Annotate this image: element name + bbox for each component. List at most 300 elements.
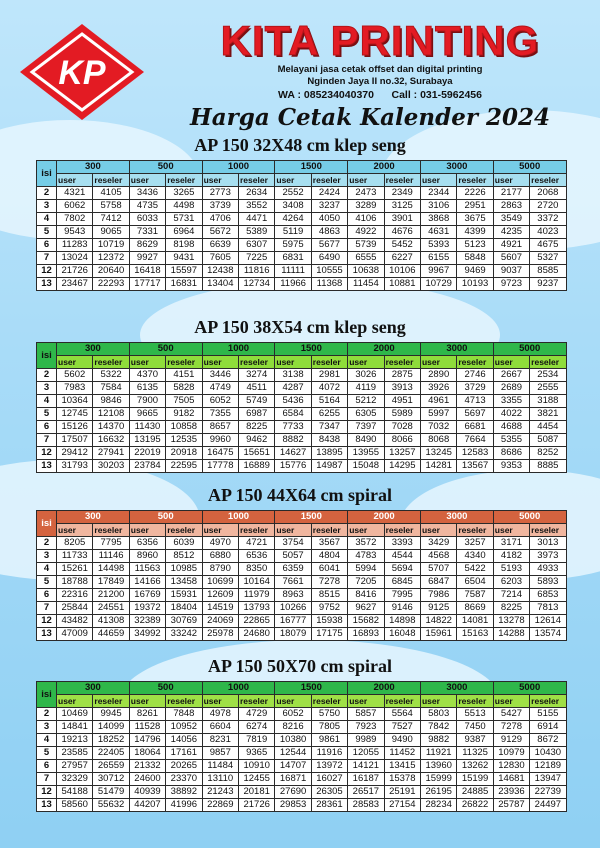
price-cell: 12438 [202,265,238,278]
price-cell: 11733 [57,550,93,563]
price-cell: 6964 [166,226,202,239]
reseler-header: reseler [457,174,493,187]
user-header: user [57,174,93,187]
brand-address: Nginden Jaya II no.32, Surabaya [307,76,453,87]
quantity-header: 1500 [275,161,348,174]
price-cell: 58560 [57,799,93,812]
price-cell: 6356 [129,537,165,550]
price-cell: 21332 [129,760,165,773]
reseler-header: reseler [93,356,129,369]
price-cell: 4631 [420,226,456,239]
price-cell: 7995 [384,589,420,602]
price-cell: 8350 [238,563,274,576]
price-cell: 29853 [275,799,311,812]
price-cell: 16187 [348,773,384,786]
quantity-header: 5000 [493,682,566,695]
user-header: user [202,695,238,708]
price-cell: 11283 [57,239,93,252]
header-row-type [37,695,567,708]
price-cell: 8216 [275,721,311,734]
table-row [37,747,567,760]
price-cell: 13262 [457,760,493,773]
price-cell: 7450 [457,721,493,734]
price-cell: 7923 [348,721,384,734]
price-cell: 10910 [238,760,274,773]
price-cell: 8672 [530,734,566,747]
price-cell: 6062 [57,200,93,213]
price-cell: 4511 [238,382,274,395]
price-cell: 18079 [275,628,311,641]
whatsapp-number: WA : 085234040370 [278,89,374,101]
price-cell: 10985 [166,563,202,576]
price-cell: 14166 [129,576,165,589]
user-header: user [420,174,456,187]
price-cell: 15651 [238,447,274,460]
price-cell: 7983 [57,382,93,395]
price-cell: 4370 [129,369,165,382]
price-cell: 25787 [493,799,529,812]
price-cell: 11921 [420,747,456,760]
price-cell: 12535 [166,434,202,447]
price-cell: 4321 [57,187,93,200]
price-cell: 4688 [493,421,529,434]
quantity-header: 2000 [348,682,421,695]
table-row [37,576,567,589]
reseler-header: reseler [93,174,129,187]
price-cell: 5164 [311,395,347,408]
price-cell: 7842 [420,721,456,734]
isi-header: isi [37,682,57,708]
price-cell: 4970 [202,537,238,550]
price-cell: 22865 [238,615,274,628]
price-cell: 19213 [57,734,93,747]
price-cell: 7900 [129,395,165,408]
price-cell: 5975 [275,239,311,252]
isi-cell: 4 [37,563,57,576]
price-cell: 15126 [57,421,93,434]
quantity-header: 3000 [420,161,493,174]
price-cell: 8963 [275,589,311,602]
price-cell: 11111 [275,265,311,278]
isi-cell: 6 [37,239,57,252]
table-row [37,434,567,447]
price-cell: 32329 [57,773,93,786]
price-cell: 13793 [238,602,274,615]
price-cell: 25844 [57,602,93,615]
table-row [37,550,567,563]
price-cell: 15999 [420,773,456,786]
price-cell: 5672 [202,226,238,239]
price-cell: 6227 [384,252,420,265]
price-cell: 7397 [348,421,384,434]
price-cell: 8198 [166,239,202,252]
isi-cell: 12 [37,447,57,460]
contact-line [170,89,590,101]
price-cell: 2890 [420,369,456,382]
price-cell: 3237 [311,200,347,213]
price-cell: 4922 [348,226,384,239]
isi-cell: 5 [37,747,57,760]
price-cell: 5677 [311,239,347,252]
price-cell: 6305 [348,408,384,421]
price-cell: 3913 [384,382,420,395]
price-cell: 14281 [420,460,456,473]
user-header: user [420,356,456,369]
price-cell: 4804 [311,550,347,563]
price-cell: 6536 [238,550,274,563]
price-cell: 3026 [348,369,384,382]
price-cell: 22293 [93,278,129,291]
price-cell: 11368 [311,278,347,291]
price-cell: 2424 [311,187,347,200]
price-cell: 3549 [493,213,529,226]
price-cell: 2951 [457,200,493,213]
price-cell: 4182 [493,550,529,563]
table-row [37,278,567,291]
price-cell: 41996 [166,799,202,812]
price-cell: 11146 [93,550,129,563]
price-cell: 18064 [129,747,165,760]
price-cell: 6359 [275,563,311,576]
price-cell: 14498 [93,563,129,576]
price-cell: 12055 [348,747,384,760]
price-cell: 5989 [384,408,420,421]
price-cell: 7205 [348,576,384,589]
table-row [37,213,567,226]
price-cell: 5436 [275,395,311,408]
price-cell: 4568 [420,550,456,563]
price-cell: 5212 [348,395,384,408]
price-cell: 5393 [420,239,456,252]
price-cell: 15682 [348,615,384,628]
price-cell: 5422 [457,563,493,576]
price-cell: 38892 [166,786,202,799]
price-cell: 9665 [129,408,165,421]
price-cell: 9967 [420,265,456,278]
price-cell: 4933 [530,563,566,576]
price-cell: 5694 [384,563,420,576]
price-cell: 3729 [457,382,493,395]
price-cell: 4106 [348,213,384,226]
user-header: user [493,174,529,187]
price-cell: 17175 [311,628,347,641]
price-cell: 2177 [493,187,529,200]
table-row [37,537,567,550]
table-row [37,239,567,252]
price-cell: 14841 [57,721,93,734]
price-cell: 8657 [202,421,238,434]
isi-cell: 5 [37,226,57,239]
isi-header: isi [37,343,57,369]
price-cell: 10858 [166,421,202,434]
price-table-2 [36,342,567,473]
quantity-header: 1000 [202,161,275,174]
price-cell: 26822 [457,799,493,812]
header-row-type [37,174,567,187]
price-cell: 10164 [238,576,274,589]
price-cell: 4783 [348,550,384,563]
price-cell: 3567 [311,537,347,550]
price-cell: 17778 [202,460,238,473]
reseler-header: reseler [166,524,202,537]
price-cell: 7032 [420,421,456,434]
price-cell: 5749 [238,395,274,408]
svg-text:KP: KP [58,54,106,92]
price-cell: 2720 [530,200,566,213]
price-cell: 4471 [238,213,274,226]
price-cell: 14987 [311,460,347,473]
price-cell: 13458 [166,576,202,589]
price-cell: 10106 [384,265,420,278]
price-cell: 10555 [311,265,347,278]
isi-cell: 5 [37,408,57,421]
price-cell: 3572 [348,537,384,550]
isi-cell: 2 [37,369,57,382]
price-cell: 9752 [311,602,347,615]
price-cell: 13278 [493,615,529,628]
reseler-header: reseler [311,174,347,187]
price-cell: 14099 [93,721,129,734]
price-cell: 3372 [530,213,566,226]
reseler-header: reseler [457,524,493,537]
price-cell: 11325 [457,747,493,760]
quantity-header: 1000 [202,511,275,524]
price-cell: 40939 [129,786,165,799]
price-cell: 9882 [420,734,456,747]
quantity-header: 1500 [275,343,348,356]
reseler-header: reseler [457,356,493,369]
price-table-3 [36,510,567,641]
price-cell: 3265 [166,187,202,200]
price-cell: 4050 [311,213,347,226]
price-cell: 9387 [457,734,493,747]
price-cell: 4105 [93,187,129,200]
price-cell: 2349 [384,187,420,200]
price-cell: 11916 [311,747,347,760]
price-cell: 16893 [348,628,384,641]
price-cell: 8066 [384,434,420,447]
price-cell: 10881 [384,278,420,291]
price-cell: 9627 [348,602,384,615]
price-cell: 4235 [493,226,529,239]
price-cell: 5193 [493,563,529,576]
price-cell: 7527 [384,721,420,734]
quantity-header: 1500 [275,511,348,524]
price-cell: 5893 [530,576,566,589]
call-number: Call : 031-5962456 [391,89,482,101]
price-cell: 5739 [348,239,384,252]
quantity-header: 3000 [420,682,493,695]
reseler-header: reseler [311,524,347,537]
price-cell: 5857 [348,708,384,721]
price-cell: 12583 [457,447,493,460]
quantity-header: 2000 [348,161,421,174]
price-cell: 17849 [93,576,129,589]
quantity-header: 5000 [493,161,566,174]
isi-cell: 4 [37,213,57,226]
price-cell: 11966 [275,278,311,291]
price-cell: 41308 [93,615,129,628]
price-cell: 3436 [129,187,165,200]
price-cell: 7587 [457,589,493,602]
user-header: user [348,695,384,708]
price-cell: 12830 [493,760,529,773]
price-cell: 15776 [275,460,311,473]
price-cell: 23784 [129,460,165,473]
price-cell: 5427 [493,708,529,721]
user-header: user [348,174,384,187]
price-cell: 5994 [348,563,384,576]
price-cell: 7813 [530,602,566,615]
price-cell: 10469 [57,708,93,721]
price-cell: 13972 [311,760,347,773]
price-cell: 16889 [238,460,274,473]
reseler-header: reseler [384,174,420,187]
price-cell: 17507 [57,434,93,447]
user-header: user [493,356,529,369]
user-header: user [420,524,456,537]
price-cell: 2473 [348,187,384,200]
price-cell: 24551 [93,602,129,615]
price-cell: 9129 [493,734,529,747]
price-cell: 9927 [129,252,165,265]
price-cell: 8885 [530,460,566,473]
reseler-header: reseler [166,356,202,369]
price-cell: 9490 [384,734,420,747]
reseler-header: reseler [530,695,566,708]
price-cell: 5848 [457,252,493,265]
price-cell: 15163 [457,628,493,641]
header-row-quantity [37,511,567,524]
price-cell: 26517 [348,786,384,799]
price-cell: 4729 [238,708,274,721]
price-cell: 7347 [311,421,347,434]
price-cell: 14898 [384,615,420,628]
price-cell: 3973 [530,550,566,563]
price-cell: 5327 [530,252,566,265]
price-cell: 43482 [57,615,93,628]
price-cell: 3355 [493,395,529,408]
price-cell: 7028 [384,421,420,434]
price-cell: 55632 [93,799,129,812]
table-row [37,760,567,773]
price-cell: 24497 [530,799,566,812]
price-cell: 10699 [202,576,238,589]
user-header: user [202,356,238,369]
price-cell: 4072 [311,382,347,395]
price-cell: 8629 [129,239,165,252]
price-cell: 10430 [530,747,566,760]
price-cell: 13110 [202,773,238,786]
quantity-header: 300 [57,682,130,695]
price-cell: 9960 [202,434,238,447]
price-cell: 12745 [57,408,93,421]
price-cell: 22739 [530,786,566,799]
price-cell: 5750 [311,708,347,721]
user-header: user [129,356,165,369]
price-cell: 6504 [457,576,493,589]
price-cell: 6555 [348,252,384,265]
header [0,0,600,150]
price-cell: 29412 [57,447,93,460]
price-cell: 28234 [420,799,456,812]
price-cell: 9237 [530,278,566,291]
price-cell: 6155 [420,252,456,265]
price-cell: 11528 [129,721,165,734]
quantity-header: 300 [57,343,130,356]
price-cell: 4023 [530,226,566,239]
price-cell: 14121 [348,760,384,773]
user-header: user [493,695,529,708]
price-cell: 6274 [238,721,274,734]
isi-cell: 12 [37,786,57,799]
price-cell: 8882 [275,434,311,447]
price-cell: 9945 [93,708,129,721]
price-cell: 7584 [93,382,129,395]
price-cell: 3257 [457,537,493,550]
price-cell: 2773 [202,187,238,200]
price-cell: 10952 [166,721,202,734]
price-cell: 8515 [311,589,347,602]
price-cell: 16418 [129,265,165,278]
table-row [37,265,567,278]
price-cell: 13415 [384,760,420,773]
price-cell: 6639 [202,239,238,252]
price-cell: 9365 [238,747,274,760]
price-cell: 7986 [420,589,456,602]
price-cell: 22595 [166,460,202,473]
table-title-1: AP 150 32X48 cm klep seng [194,135,406,155]
header-row-type [37,356,567,369]
price-cell: 13024 [57,252,93,265]
price-cell: 15597 [166,265,202,278]
price-cell: 23467 [57,278,93,291]
price-cell: 8225 [493,602,529,615]
price-cell: 16048 [384,628,420,641]
price-cell: 3821 [530,408,566,421]
price-cell: 5355 [493,434,529,447]
user-header: user [275,174,311,187]
isi-cell: 7 [37,773,57,786]
price-cell: 3868 [420,213,456,226]
header-row-quantity [37,343,567,356]
price-cell: 13567 [457,460,493,473]
price-cell: 2068 [530,187,566,200]
price-cell: 5828 [166,382,202,395]
price-cell: 10193 [457,278,493,291]
price-cell: 24069 [202,615,238,628]
isi-cell: 13 [37,799,57,812]
price-cell: 5389 [238,226,274,239]
brand-tagline: Melayani jasa cetak offset dan digital printing [277,64,483,75]
price-cell: 2534 [530,369,566,382]
price-cell: 6039 [166,537,202,550]
isi-cell: 12 [37,615,57,628]
price-cell: 9182 [166,408,202,421]
price-cell: 9146 [384,602,420,615]
price-cell: 22316 [57,589,93,602]
price-cell: 4676 [384,226,420,239]
table-row [37,615,567,628]
price-cell: 3393 [384,537,420,550]
price-cell: 30769 [166,615,202,628]
price-cell: 14370 [93,421,129,434]
header-row-type [37,524,567,537]
price-cell: 14056 [166,734,202,747]
price-cell: 13245 [420,447,456,460]
user-header: user [275,524,311,537]
price-cell: 2689 [493,382,529,395]
